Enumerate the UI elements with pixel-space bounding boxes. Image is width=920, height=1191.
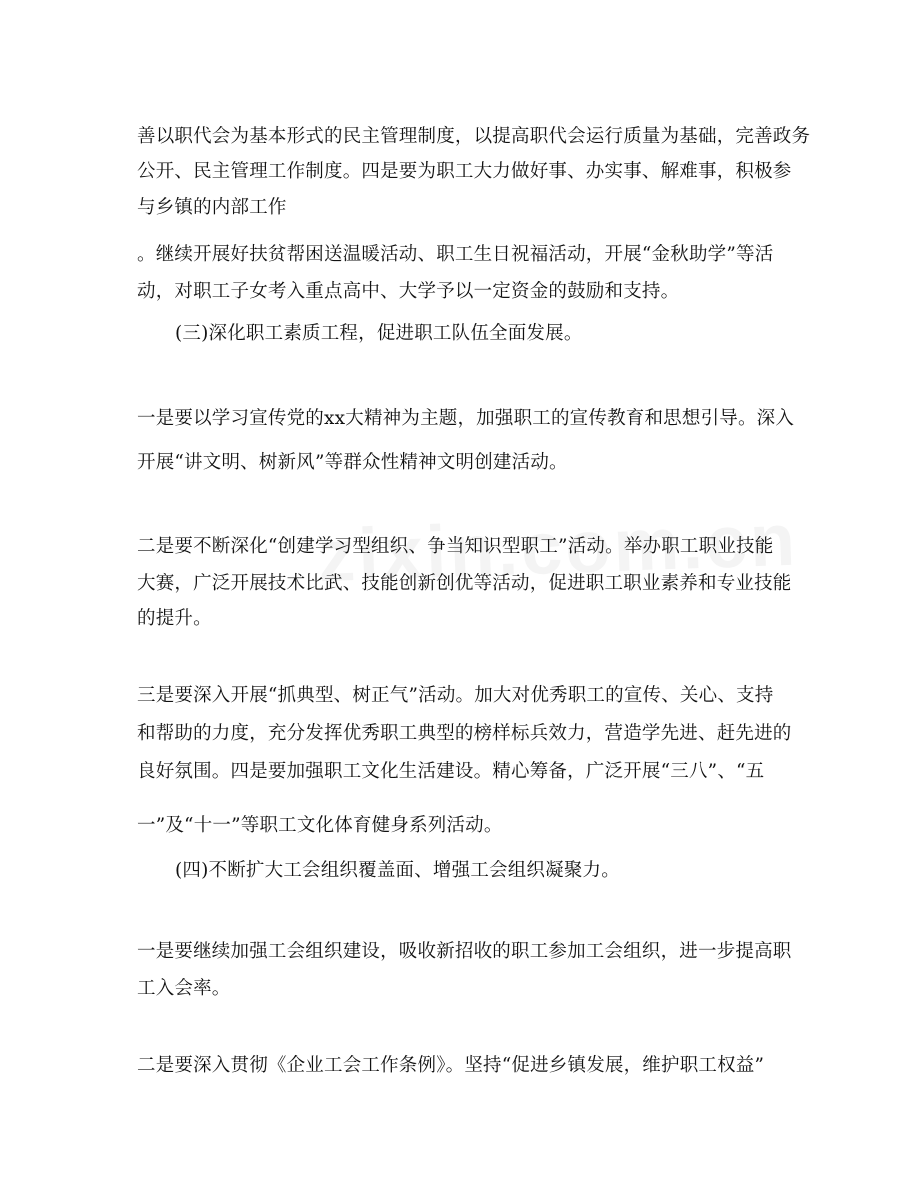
paragraph-line: 和帮助的力度，充分发挥优秀职工典型的榜样标兵效力，营造学先进、赶先进的 [137,723,792,744]
paragraph-line: 一是要继续加强工会组织建设，吸收新招收的职工参加工会组织，进一步提高职 [137,941,792,962]
paragraph-line: 的提升。 [137,608,212,629]
paragraph-line: 工入会率。 [137,978,231,999]
paragraph-line: 二是要深入贯彻《企业工会工作条例》。坚持“促进乡镇发展，维护职工权益” [137,1055,765,1076]
paragraph-line: 三是要深入开展“抓典型、树正气”活动。加大对优秀职工的宣传、关心、支持 [137,685,774,706]
paragraph-line: 一”及“十一”等职工文化体育健身系列活动。 [137,815,503,836]
section-heading: (三)深化职工素质工程，促进职工队伍全面发展。 [175,323,583,344]
paragraph-line: 。继续开展好扶贫帮困送温暖活动、职工生日祝福活动，开展“金秋助学”等活 [137,244,774,265]
paragraph-line: 良好氛围。四是要加强职工文化生活建设。精心筹备，广泛开展“三八”、“五 [137,761,765,782]
paragraph-line: 与乡镇的内部工作 [137,197,287,218]
paragraph-line: 一是要以学习宣传党的xx大精神为主题，加强职工的宣传教育和思想引导。深入 [137,408,795,429]
paragraph-line: 善以职代会为基本形式的民主管理制度，以提高职代会运行质量为基础，完善政务 [137,126,811,147]
paragraph-line: 动，对职工子女考入重点高中、大学予以一定资金的鼓励和支持。 [137,281,680,302]
paragraph-line: 开展“讲文明、树新风”等群众性精神文明创建活动。 [137,452,568,473]
section-heading: (四)不断扩大工会组织覆盖面、增强工会组织凝聚力。 [175,860,620,881]
paragraph-line: 大赛，广泛开展技术比武、技能创新创优等活动，促进职工职业素养和专业技能 [137,573,792,594]
paragraph-line: 公开、民主管理工作制度。四是要为职工大力做好事、办实事、解难事，积极参 [137,161,792,182]
paragraph-line: 二是要不断深化“创建学习型组织、争当知识型职工”活动。举办职工职业技能 [137,536,774,557]
